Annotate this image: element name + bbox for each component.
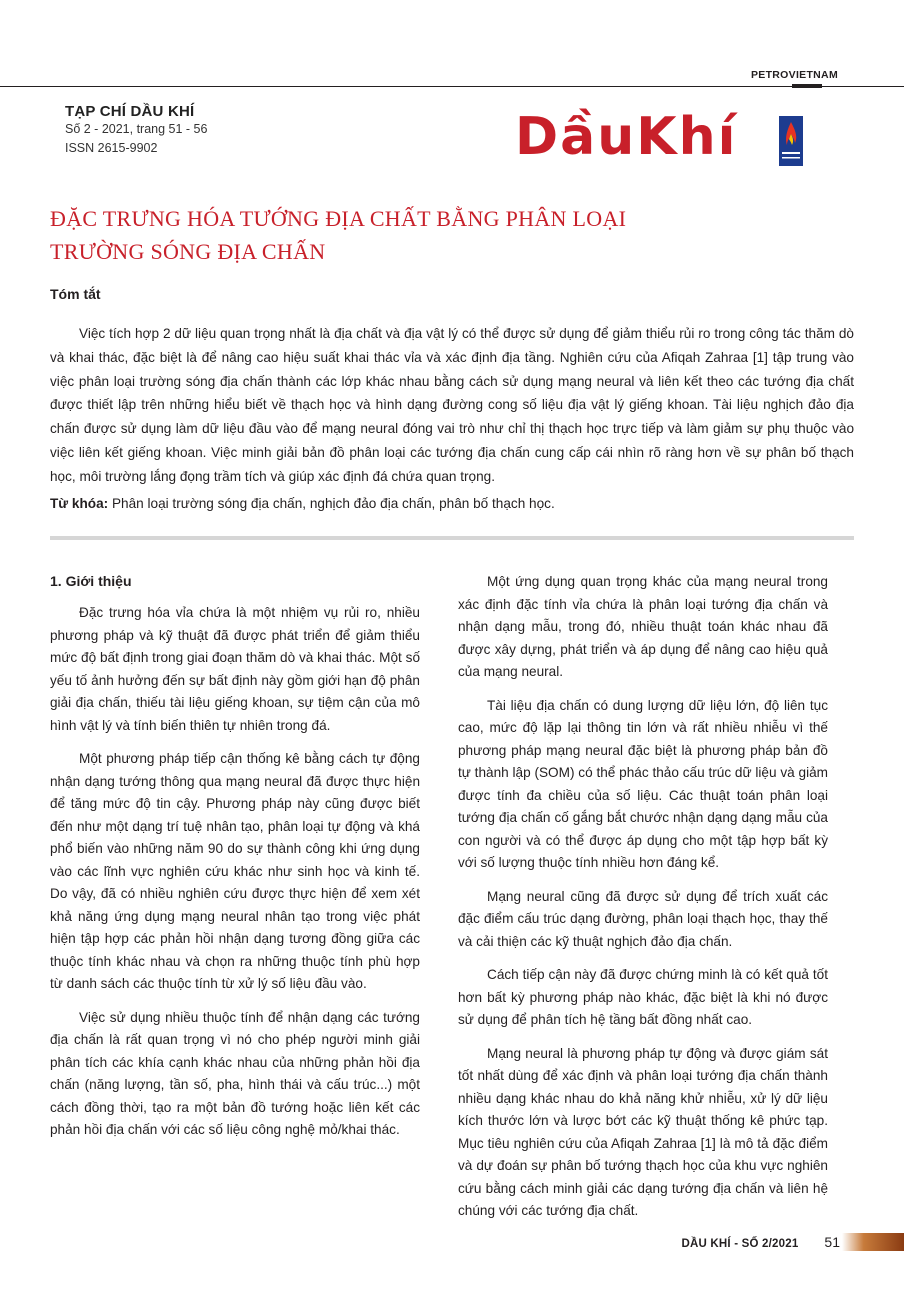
page-number: 51 [824, 1234, 840, 1250]
issn: ISSN 2615-9902 [65, 141, 158, 155]
paragraph: Mạng neural là phương pháp tự động và được giám sát tốt nhất dùng để xác định và phân loại tướng địa chấn thành nhiều dạng khác nhau do khả năng khử nhiễu, xử lý dữ liệu kích thước lớn và lược bớt các kỹ thuật thống kê phức tạp. Mục tiêu nghiên cứu của Afiqah Zahraa [1] là mô tả đặc điểm và dự đoán sự phân bố tướng thạch học của khu vực nghiên cứu bằng cách minh giải các dạng tướng địa chấn và liên hệ chúng với các tướng địa chất. [458, 1045, 828, 1218]
keywords-label: Từ khóa: [50, 496, 109, 511]
paragraph: Đặc trưng hóa vỉa chứa là một nhiệm vụ rủi ro, nhiều phương pháp và kỹ thuật đã được phát triển để giảm thiểu mức độ bất định trong giai đoạn thăm dò và khai thác. Một số yếu tố ảnh hưởng đến sự bất định này gồm giới hạn độ phân giải địa chấn, thiếu tài liệu giếng khoan, sự tiệm cận của mô hình vật lý và tính biến thiên tự nhiên trong đá. [50, 605, 420, 733]
abstract-text: Việc tích hợp 2 dữ liệu quan trọng nhất là địa chất và địa vật lý có thể được sử dụng để giảm thiểu rủi ro trong công tác thăm dò và khai thác, đặc biệt là để nâng cao hiệu suất khai thác vỉa và xác định địa tầng. Nghiên cứu của Afiqah Zahraa [1] tập trung vào việc phân loại trường sóng địa chấn thành các lớp khác nhau bằng cách sử dụng mạng neural và liên kết theo các tướng địa chất được thiết lập trên những hiểu biết về thạch học và hình dạng đường cong số liệu địa vật lý giếng khoan. Tài liệu nghịch đảo địa chấn được sử dụng làm dữ liệu đầu vào để mạng neural đóng vai trò như chỉ thị thạch học trực tiếp và làm giảm sự phụ thuộc vào việc liên kết giếng khoan. Việc minh giải bản đồ phân loại các tướng địa chấn cung cấp cái nhìn rõ ràng hơn về sự phân bố thạch học, môi trường lắng đọng trầm tích và giúp xác định đá chứa quan trọng. [50, 326, 854, 484]
article-title [50, 202, 850, 268]
keywords-text: Phân loại trường sóng địa chấn, nghịch đảo địa chấn, phân bố thạch học. [111, 496, 555, 511]
left-column [50, 571, 420, 1153]
right-column [458, 571, 828, 1234]
journal-name: TẠP CHÍ DẦU KHÍ [65, 103, 195, 120]
paragraph: Việc sử dụng nhiều thuộc tính để nhận dạng các tướng địa chấn là rất quan trọng vì nó cho phép người minh giải phân tích các khía cạnh khác nhau của những phản hồi địa chấn (năng lượng, tần số, pha, hình thái và cấu trúc...) một cách đồng thời, tạo ra một bản đồ tướng hoặc liên kết các phản hồi địa chấn với các số liệu công nghệ mỏ/khai thác. [50, 1009, 420, 1137]
petrovietnam-flame-icon [779, 116, 803, 166]
section-divider [50, 536, 854, 540]
paragraph: Một phương pháp tiếp cận thống kê bằng cách tự động nhận dạng tướng thông qua mạng neural đã được thực hiện để tăng mức độ tin cậy. Phương pháp này cũng được biết đến như một dạng trí tuệ nhân tạo, phân loại tự động và khá phổ biến vào những năm 90 do sự thành công khi ứng dụng vào các lĩnh vực nghiên cứu khác như sinh học và kinh tế. Do vậy, đã có nhiều nghiên cứu được thực hiện để xem xét khả năng ứng dụng mạng neural nhân tạo trong việc phát hiện tập hợp các phản hồi nhận dạng tương đồng giữa các thuộc tính khác nhau và chọn ra những thuộc tính phù hợp từ danh sách các thuộc tính từ xử lý số liệu đầu vào. [50, 751, 420, 991]
page-footer [682, 1234, 841, 1250]
journal-info [65, 103, 207, 158]
footer-magazine: DẦU KHÍ - SỐ 2/2021 [681, 1238, 799, 1250]
abstract-heading: Tóm tắt [50, 286, 101, 302]
paragraph: Mạng neural cũng đã được sử dụng để trích xuất các đặc điểm cấu trúc dạng đường, phân loại thạch học, thay thế và cải thiện các kỹ thuật nghịch đảo địa chấn. [458, 888, 828, 949]
keywords [50, 494, 854, 514]
journal-logo [515, 106, 737, 168]
section-heading: 1. Giới thiệu [50, 573, 132, 589]
logo-text: DầuKhí [515, 107, 738, 167]
publisher-name: PETROVIETNAM [750, 69, 838, 81]
header-rule-accent [792, 84, 822, 88]
footer-accent-bar [842, 1233, 904, 1251]
paragraph: Tài liệu địa chấn có dung lượng dữ liệu lớn, độ liên tục cao, mức độ lặp lại thông tin lớn và rất nhiều nhiễu vì thế phương pháp mạng neural đặc biệt là phương pháp bản đồ tự thành lập (SOM) có thể phác thảo cấu trúc dữ liệu và giảm được tính đa chiều của số liệu. Các thuật toán phân loại tướng địa chấn cố gắng bắt chước nhận dạng dạng mẫu của con người và có thể được áp dụng cho một tập hợp bất kỳ với số lượng thuộc tính nhiều hơn đáng kể. [458, 697, 828, 870]
article-title-line: TRƯỜNG SÓNG ĐỊA CHẤN [50, 239, 326, 264]
paragraph: Cách tiếp cận này đã được chứng minh là có kết quả tốt hơn bất kỳ phương pháp nào khác, đặc biệt là khi nó được sử dụng để phân tích hệ tầng bất đồng nhất cao. [458, 967, 828, 1027]
issue-info: Số 2 - 2021, trang 51 - 56 [65, 122, 208, 136]
header-rule [0, 86, 904, 87]
article-title-line: ĐẶC TRƯNG HÓA TƯỚNG ĐỊA CHẤT BẰNG PHÂN LOẠI [50, 206, 627, 231]
paragraph: Một ứng dụng quan trọng khác của mạng neural trong xác định đặc tính vỉa chứa là phân loại tướng địa chấn và nhận dạng mẫu, trong đó, nhiều thuật toán khác nhau đã được xây dựng, phát triển và áp dụng để nâng cao hiệu quả của mạng neural. [458, 574, 828, 679]
